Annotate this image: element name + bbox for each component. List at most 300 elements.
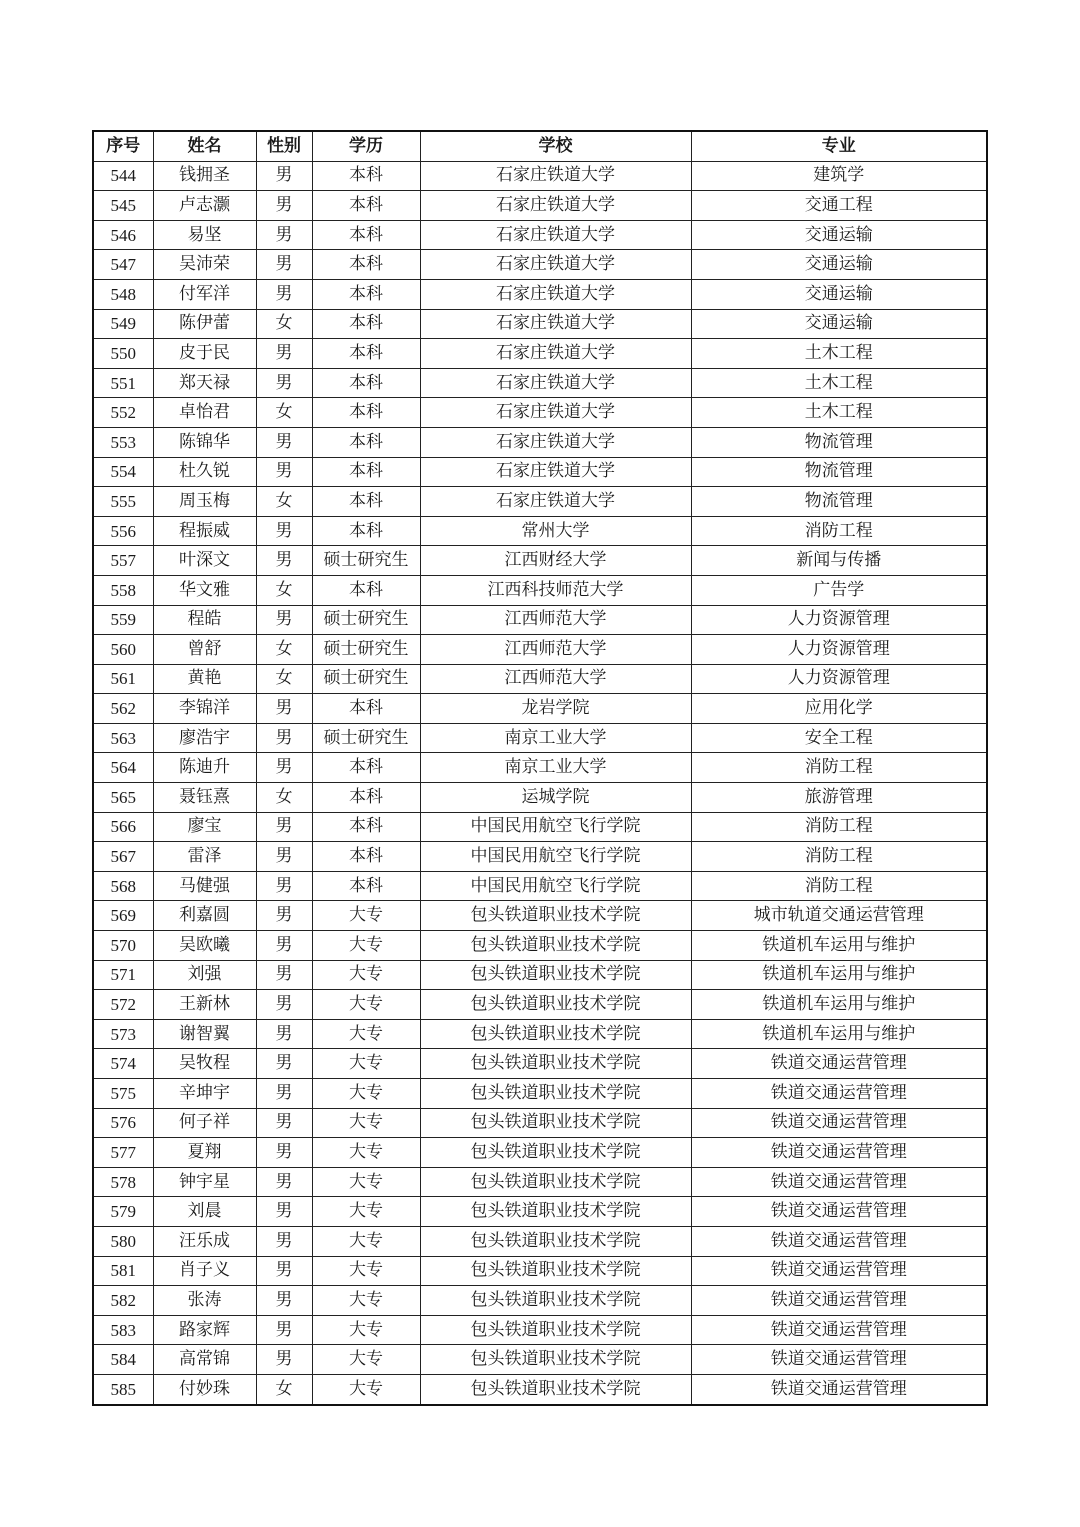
cell-school: 南京工业大学 xyxy=(420,753,691,783)
cell-gender: 女 xyxy=(256,309,312,339)
cell-serial-number: 549 xyxy=(93,309,153,339)
cell-school: 包头铁道职业技术学院 xyxy=(420,901,691,931)
table-row xyxy=(93,842,987,872)
cell-name: 杜久锐 xyxy=(153,457,256,487)
cell-major: 物流管理 xyxy=(691,427,987,457)
cell-education: 大专 xyxy=(312,1079,420,1109)
cell-school: 江西师范大学 xyxy=(420,664,691,694)
cell-gender: 男 xyxy=(256,546,312,576)
cell-name: 肖子义 xyxy=(153,1256,256,1286)
cell-education: 大专 xyxy=(312,1374,420,1404)
cell-gender: 男 xyxy=(256,516,312,546)
cell-name: 马健强 xyxy=(153,871,256,901)
table-row xyxy=(93,250,987,280)
cell-education: 本科 xyxy=(312,487,420,517)
table-row xyxy=(93,1374,987,1404)
cell-gender: 男 xyxy=(256,1167,312,1197)
cell-school: 龙岩学院 xyxy=(420,694,691,724)
table-row xyxy=(93,753,987,783)
cell-name: 黄艳 xyxy=(153,664,256,694)
cell-serial-number: 564 xyxy=(93,753,153,783)
cell-major: 应用化学 xyxy=(691,694,987,724)
cell-name: 陈迪升 xyxy=(153,753,256,783)
table-row xyxy=(93,398,987,428)
cell-serial-number: 585 xyxy=(93,1374,153,1404)
cell-serial-number: 554 xyxy=(93,457,153,487)
table-row xyxy=(93,1138,987,1168)
table-row xyxy=(93,1079,987,1109)
cell-education: 大专 xyxy=(312,1226,420,1256)
cell-name: 廖浩宇 xyxy=(153,723,256,753)
cell-school: 石家庄铁道大学 xyxy=(420,191,691,221)
cell-major: 铁道机车运用与维护 xyxy=(691,1019,987,1049)
cell-serial-number: 575 xyxy=(93,1079,153,1109)
cell-school: 石家庄铁道大学 xyxy=(420,427,691,457)
cell-serial-number: 558 xyxy=(93,575,153,605)
cell-school: 中国民用航空飞行学院 xyxy=(420,871,691,901)
cell-education: 本科 xyxy=(312,220,420,250)
cell-serial-number: 559 xyxy=(93,605,153,635)
cell-gender: 男 xyxy=(256,339,312,369)
cell-name: 易坚 xyxy=(153,220,256,250)
table-row xyxy=(93,220,987,250)
cell-education: 本科 xyxy=(312,427,420,457)
cell-education: 本科 xyxy=(312,457,420,487)
cell-education: 硕士研究生 xyxy=(312,664,420,694)
cell-gender: 男 xyxy=(256,1019,312,1049)
cell-school: 包头铁道职业技术学院 xyxy=(420,1108,691,1138)
cell-gender: 男 xyxy=(256,427,312,457)
cell-major: 物流管理 xyxy=(691,457,987,487)
table-row xyxy=(93,575,987,605)
cell-school: 包头铁道职业技术学院 xyxy=(420,1019,691,1049)
cell-serial-number: 550 xyxy=(93,339,153,369)
cell-school: 包头铁道职业技术学院 xyxy=(420,1345,691,1375)
cell-school: 石家庄铁道大学 xyxy=(420,279,691,309)
cell-education: 大专 xyxy=(312,1256,420,1286)
cell-school: 包头铁道职业技术学院 xyxy=(420,1315,691,1345)
cell-major: 安全工程 xyxy=(691,723,987,753)
cell-major: 消防工程 xyxy=(691,753,987,783)
cell-major: 交通运输 xyxy=(691,309,987,339)
cell-serial-number: 566 xyxy=(93,812,153,842)
cell-school: 石家庄铁道大学 xyxy=(420,339,691,369)
cell-gender: 男 xyxy=(256,901,312,931)
cell-serial-number: 560 xyxy=(93,635,153,665)
cell-major: 城市轨道交通运营管理 xyxy=(691,901,987,931)
cell-education: 本科 xyxy=(312,812,420,842)
cell-school: 包头铁道职业技术学院 xyxy=(420,1167,691,1197)
cell-serial-number: 545 xyxy=(93,191,153,221)
cell-name: 廖宝 xyxy=(153,812,256,842)
cell-major: 铁道交通运营管理 xyxy=(691,1286,987,1316)
cell-serial-number: 553 xyxy=(93,427,153,457)
header-education: 学历 xyxy=(312,131,420,161)
cell-name: 周玉梅 xyxy=(153,487,256,517)
cell-major: 人力资源管理 xyxy=(691,664,987,694)
cell-major: 消防工程 xyxy=(691,516,987,546)
cell-major: 消防工程 xyxy=(691,842,987,872)
cell-major: 土木工程 xyxy=(691,368,987,398)
cell-school: 包头铁道职业技术学院 xyxy=(420,1079,691,1109)
cell-serial-number: 563 xyxy=(93,723,153,753)
cell-serial-number: 572 xyxy=(93,990,153,1020)
table-row xyxy=(93,1286,987,1316)
cell-major: 交通工程 xyxy=(691,191,987,221)
cell-major: 铁道交通运营管理 xyxy=(691,1315,987,1345)
cell-gender: 女 xyxy=(256,1374,312,1404)
cell-gender: 男 xyxy=(256,753,312,783)
cell-serial-number: 567 xyxy=(93,842,153,872)
cell-serial-number: 584 xyxy=(93,1345,153,1375)
cell-serial-number: 548 xyxy=(93,279,153,309)
cell-name: 聂钰熹 xyxy=(153,783,256,813)
cell-gender: 男 xyxy=(256,1345,312,1375)
cell-major: 铁道交通运营管理 xyxy=(691,1167,987,1197)
table-row xyxy=(93,694,987,724)
cell-serial-number: 580 xyxy=(93,1226,153,1256)
cell-school: 石家庄铁道大学 xyxy=(420,161,691,191)
cell-gender: 女 xyxy=(256,635,312,665)
cell-education: 本科 xyxy=(312,398,420,428)
cell-education: 大专 xyxy=(312,1049,420,1079)
cell-name: 汪乐成 xyxy=(153,1226,256,1256)
cell-name: 辛坤宇 xyxy=(153,1079,256,1109)
cell-serial-number: 583 xyxy=(93,1315,153,1345)
cell-name: 华文雅 xyxy=(153,575,256,605)
header-gender: 性别 xyxy=(256,131,312,161)
table-row xyxy=(93,901,987,931)
cell-name: 陈锦华 xyxy=(153,427,256,457)
cell-gender: 男 xyxy=(256,960,312,990)
table-row xyxy=(93,339,987,369)
cell-gender: 男 xyxy=(256,368,312,398)
cell-education: 大专 xyxy=(312,931,420,961)
header-name: 姓名 xyxy=(153,131,256,161)
table-row xyxy=(93,1315,987,1345)
cell-school: 包头铁道职业技术学院 xyxy=(420,990,691,1020)
cell-serial-number: 571 xyxy=(93,960,153,990)
cell-education: 大专 xyxy=(312,1138,420,1168)
cell-major: 铁道交通运营管理 xyxy=(691,1138,987,1168)
cell-school: 江西财经大学 xyxy=(420,546,691,576)
cell-name: 程振威 xyxy=(153,516,256,546)
cell-school: 包头铁道职业技术学院 xyxy=(420,1049,691,1079)
cell-serial-number: 577 xyxy=(93,1138,153,1168)
cell-gender: 男 xyxy=(256,694,312,724)
table-row xyxy=(93,279,987,309)
cell-serial-number: 556 xyxy=(93,516,153,546)
cell-education: 大专 xyxy=(312,1167,420,1197)
cell-major: 铁道机车运用与维护 xyxy=(691,960,987,990)
table-row xyxy=(93,931,987,961)
cell-gender: 男 xyxy=(256,842,312,872)
table-row xyxy=(93,487,987,517)
cell-education: 本科 xyxy=(312,516,420,546)
table-row xyxy=(93,783,987,813)
cell-major: 交通运输 xyxy=(691,279,987,309)
table-row xyxy=(93,516,987,546)
cell-gender: 女 xyxy=(256,664,312,694)
cell-school: 运城学院 xyxy=(420,783,691,813)
table-row xyxy=(93,812,987,842)
cell-serial-number: 574 xyxy=(93,1049,153,1079)
cell-name: 吴牧程 xyxy=(153,1049,256,1079)
cell-gender: 女 xyxy=(256,398,312,428)
cell-major: 土木工程 xyxy=(691,398,987,428)
cell-school: 石家庄铁道大学 xyxy=(420,487,691,517)
cell-gender: 男 xyxy=(256,220,312,250)
cell-gender: 男 xyxy=(256,1256,312,1286)
cell-gender: 男 xyxy=(256,1286,312,1316)
cell-name: 李锦洋 xyxy=(153,694,256,724)
table-body xyxy=(93,161,987,1404)
cell-education: 大专 xyxy=(312,1286,420,1316)
cell-education: 本科 xyxy=(312,368,420,398)
cell-serial-number: 547 xyxy=(93,250,153,280)
cell-major: 铁道机车运用与维护 xyxy=(691,990,987,1020)
cell-school: 常州大学 xyxy=(420,516,691,546)
cell-education: 本科 xyxy=(312,575,420,605)
cell-major: 铁道交通运营管理 xyxy=(691,1197,987,1227)
cell-name: 钱拥圣 xyxy=(153,161,256,191)
cell-major: 旅游管理 xyxy=(691,783,987,813)
cell-name: 付妙珠 xyxy=(153,1374,256,1404)
cell-gender: 女 xyxy=(256,575,312,605)
cell-gender: 男 xyxy=(256,1079,312,1109)
cell-gender: 男 xyxy=(256,250,312,280)
cell-serial-number: 557 xyxy=(93,546,153,576)
cell-major: 人力资源管理 xyxy=(691,635,987,665)
cell-education: 本科 xyxy=(312,842,420,872)
cell-name: 曾舒 xyxy=(153,635,256,665)
cell-serial-number: 546 xyxy=(93,220,153,250)
document-page xyxy=(92,130,986,1406)
cell-major: 交通运输 xyxy=(691,220,987,250)
cell-education: 大专 xyxy=(312,901,420,931)
cell-gender: 男 xyxy=(256,1315,312,1345)
cell-serial-number: 581 xyxy=(93,1256,153,1286)
cell-name: 卓怡君 xyxy=(153,398,256,428)
roster-table xyxy=(92,130,988,1406)
cell-school: 包头铁道职业技术学院 xyxy=(420,1138,691,1168)
cell-name: 钟宇星 xyxy=(153,1167,256,1197)
cell-school: 石家庄铁道大学 xyxy=(420,457,691,487)
cell-school: 石家庄铁道大学 xyxy=(420,398,691,428)
cell-major: 铁道交通运营管理 xyxy=(691,1108,987,1138)
cell-education: 硕士研究生 xyxy=(312,605,420,635)
table-row xyxy=(93,1226,987,1256)
cell-education: 大专 xyxy=(312,1197,420,1227)
cell-name: 张涛 xyxy=(153,1286,256,1316)
cell-serial-number: 551 xyxy=(93,368,153,398)
cell-education: 大专 xyxy=(312,1345,420,1375)
cell-name: 谢智翼 xyxy=(153,1019,256,1049)
cell-school: 江西师范大学 xyxy=(420,635,691,665)
cell-education: 本科 xyxy=(312,783,420,813)
table-row xyxy=(93,427,987,457)
cell-school: 石家庄铁道大学 xyxy=(420,250,691,280)
cell-education: 硕士研究生 xyxy=(312,723,420,753)
cell-major: 土木工程 xyxy=(691,339,987,369)
table-row xyxy=(93,1167,987,1197)
cell-education: 硕士研究生 xyxy=(312,635,420,665)
cell-education: 本科 xyxy=(312,161,420,191)
cell-serial-number: 552 xyxy=(93,398,153,428)
table-row xyxy=(93,1049,987,1079)
table-row xyxy=(93,635,987,665)
cell-major: 建筑学 xyxy=(691,161,987,191)
cell-major: 铁道交通运营管理 xyxy=(691,1049,987,1079)
cell-name: 皮于民 xyxy=(153,339,256,369)
table-row xyxy=(93,664,987,694)
cell-education: 大专 xyxy=(312,990,420,1020)
table-row xyxy=(93,1108,987,1138)
cell-school: 包头铁道职业技术学院 xyxy=(420,931,691,961)
table-row xyxy=(93,457,987,487)
cell-name: 夏翔 xyxy=(153,1138,256,1168)
cell-serial-number: 561 xyxy=(93,664,153,694)
cell-major: 铁道交通运营管理 xyxy=(691,1345,987,1375)
table-row xyxy=(93,1345,987,1375)
cell-serial-number: 565 xyxy=(93,783,153,813)
cell-gender: 男 xyxy=(256,1226,312,1256)
cell-education: 本科 xyxy=(312,753,420,783)
cell-name: 王新林 xyxy=(153,990,256,1020)
cell-name: 叶深文 xyxy=(153,546,256,576)
cell-name: 陈伊蕾 xyxy=(153,309,256,339)
cell-serial-number: 568 xyxy=(93,871,153,901)
table-row xyxy=(93,1197,987,1227)
cell-school: 包头铁道职业技术学院 xyxy=(420,1226,691,1256)
cell-school: 中国民用航空飞行学院 xyxy=(420,812,691,842)
cell-school: 南京工业大学 xyxy=(420,723,691,753)
cell-school: 石家庄铁道大学 xyxy=(420,220,691,250)
cell-name: 雷泽 xyxy=(153,842,256,872)
cell-major: 新闻与传播 xyxy=(691,546,987,576)
table-row xyxy=(93,161,987,191)
cell-name: 何子祥 xyxy=(153,1108,256,1138)
cell-major: 铁道交通运营管理 xyxy=(691,1079,987,1109)
table-row xyxy=(93,368,987,398)
cell-name: 刘晨 xyxy=(153,1197,256,1227)
cell-education: 本科 xyxy=(312,250,420,280)
cell-gender: 男 xyxy=(256,812,312,842)
cell-name: 郑天禄 xyxy=(153,368,256,398)
cell-education: 本科 xyxy=(312,309,420,339)
cell-serial-number: 562 xyxy=(93,694,153,724)
cell-name: 高常锦 xyxy=(153,1345,256,1375)
cell-gender: 男 xyxy=(256,191,312,221)
cell-major: 人力资源管理 xyxy=(691,605,987,635)
cell-major: 铁道交通运营管理 xyxy=(691,1256,987,1286)
cell-education: 本科 xyxy=(312,339,420,369)
cell-gender: 男 xyxy=(256,1138,312,1168)
cell-gender: 男 xyxy=(256,1049,312,1079)
cell-school: 江西师范大学 xyxy=(420,605,691,635)
cell-gender: 男 xyxy=(256,161,312,191)
cell-school: 石家庄铁道大学 xyxy=(420,309,691,339)
cell-name: 程皓 xyxy=(153,605,256,635)
header-serial-number: 序号 xyxy=(93,131,153,161)
cell-gender: 男 xyxy=(256,457,312,487)
cell-name: 卢志灏 xyxy=(153,191,256,221)
cell-name: 刘强 xyxy=(153,960,256,990)
cell-major: 铁道交通运营管理 xyxy=(691,1226,987,1256)
cell-name: 利嘉圆 xyxy=(153,901,256,931)
cell-gender: 男 xyxy=(256,279,312,309)
cell-school: 江西科技师范大学 xyxy=(420,575,691,605)
cell-education: 大专 xyxy=(312,1315,420,1345)
cell-serial-number: 569 xyxy=(93,901,153,931)
cell-name: 吴沛荣 xyxy=(153,250,256,280)
cell-gender: 男 xyxy=(256,605,312,635)
table-row xyxy=(93,990,987,1020)
cell-gender: 男 xyxy=(256,1108,312,1138)
cell-school: 石家庄铁道大学 xyxy=(420,368,691,398)
cell-education: 本科 xyxy=(312,871,420,901)
table-header-row xyxy=(93,131,987,161)
cell-gender: 男 xyxy=(256,871,312,901)
cell-gender: 男 xyxy=(256,723,312,753)
cell-serial-number: 544 xyxy=(93,161,153,191)
table-row xyxy=(93,191,987,221)
cell-serial-number: 573 xyxy=(93,1019,153,1049)
table-row xyxy=(93,871,987,901)
header-school: 学校 xyxy=(420,131,691,161)
cell-gender: 女 xyxy=(256,783,312,813)
table-row xyxy=(93,723,987,753)
cell-gender: 男 xyxy=(256,990,312,1020)
cell-name: 付军洋 xyxy=(153,279,256,309)
cell-name: 路家辉 xyxy=(153,1315,256,1345)
cell-school: 包头铁道职业技术学院 xyxy=(420,960,691,990)
cell-serial-number: 578 xyxy=(93,1167,153,1197)
cell-education: 大专 xyxy=(312,1019,420,1049)
cell-education: 硕士研究生 xyxy=(312,546,420,576)
cell-major: 铁道交通运营管理 xyxy=(691,1374,987,1404)
cell-major: 消防工程 xyxy=(691,812,987,842)
cell-serial-number: 579 xyxy=(93,1197,153,1227)
cell-education: 本科 xyxy=(312,694,420,724)
table-row xyxy=(93,546,987,576)
table-row xyxy=(93,309,987,339)
table-row xyxy=(93,1256,987,1286)
cell-school: 包头铁道职业技术学院 xyxy=(420,1374,691,1404)
cell-gender: 女 xyxy=(256,487,312,517)
cell-serial-number: 555 xyxy=(93,487,153,517)
cell-major: 物流管理 xyxy=(691,487,987,517)
table-row xyxy=(93,1019,987,1049)
cell-major: 消防工程 xyxy=(691,871,987,901)
cell-serial-number: 582 xyxy=(93,1286,153,1316)
cell-major: 交通运输 xyxy=(691,250,987,280)
cell-name: 吴欧曦 xyxy=(153,931,256,961)
cell-gender: 男 xyxy=(256,931,312,961)
cell-education: 本科 xyxy=(312,279,420,309)
header-major: 专业 xyxy=(691,131,987,161)
cell-school: 包头铁道职业技术学院 xyxy=(420,1256,691,1286)
cell-gender: 男 xyxy=(256,1197,312,1227)
cell-education: 本科 xyxy=(312,191,420,221)
cell-school: 包头铁道职业技术学院 xyxy=(420,1197,691,1227)
cell-education: 大专 xyxy=(312,960,420,990)
table-row xyxy=(93,605,987,635)
cell-school: 包头铁道职业技术学院 xyxy=(420,1286,691,1316)
table-row xyxy=(93,960,987,990)
cell-serial-number: 576 xyxy=(93,1108,153,1138)
cell-major: 广告学 xyxy=(691,575,987,605)
